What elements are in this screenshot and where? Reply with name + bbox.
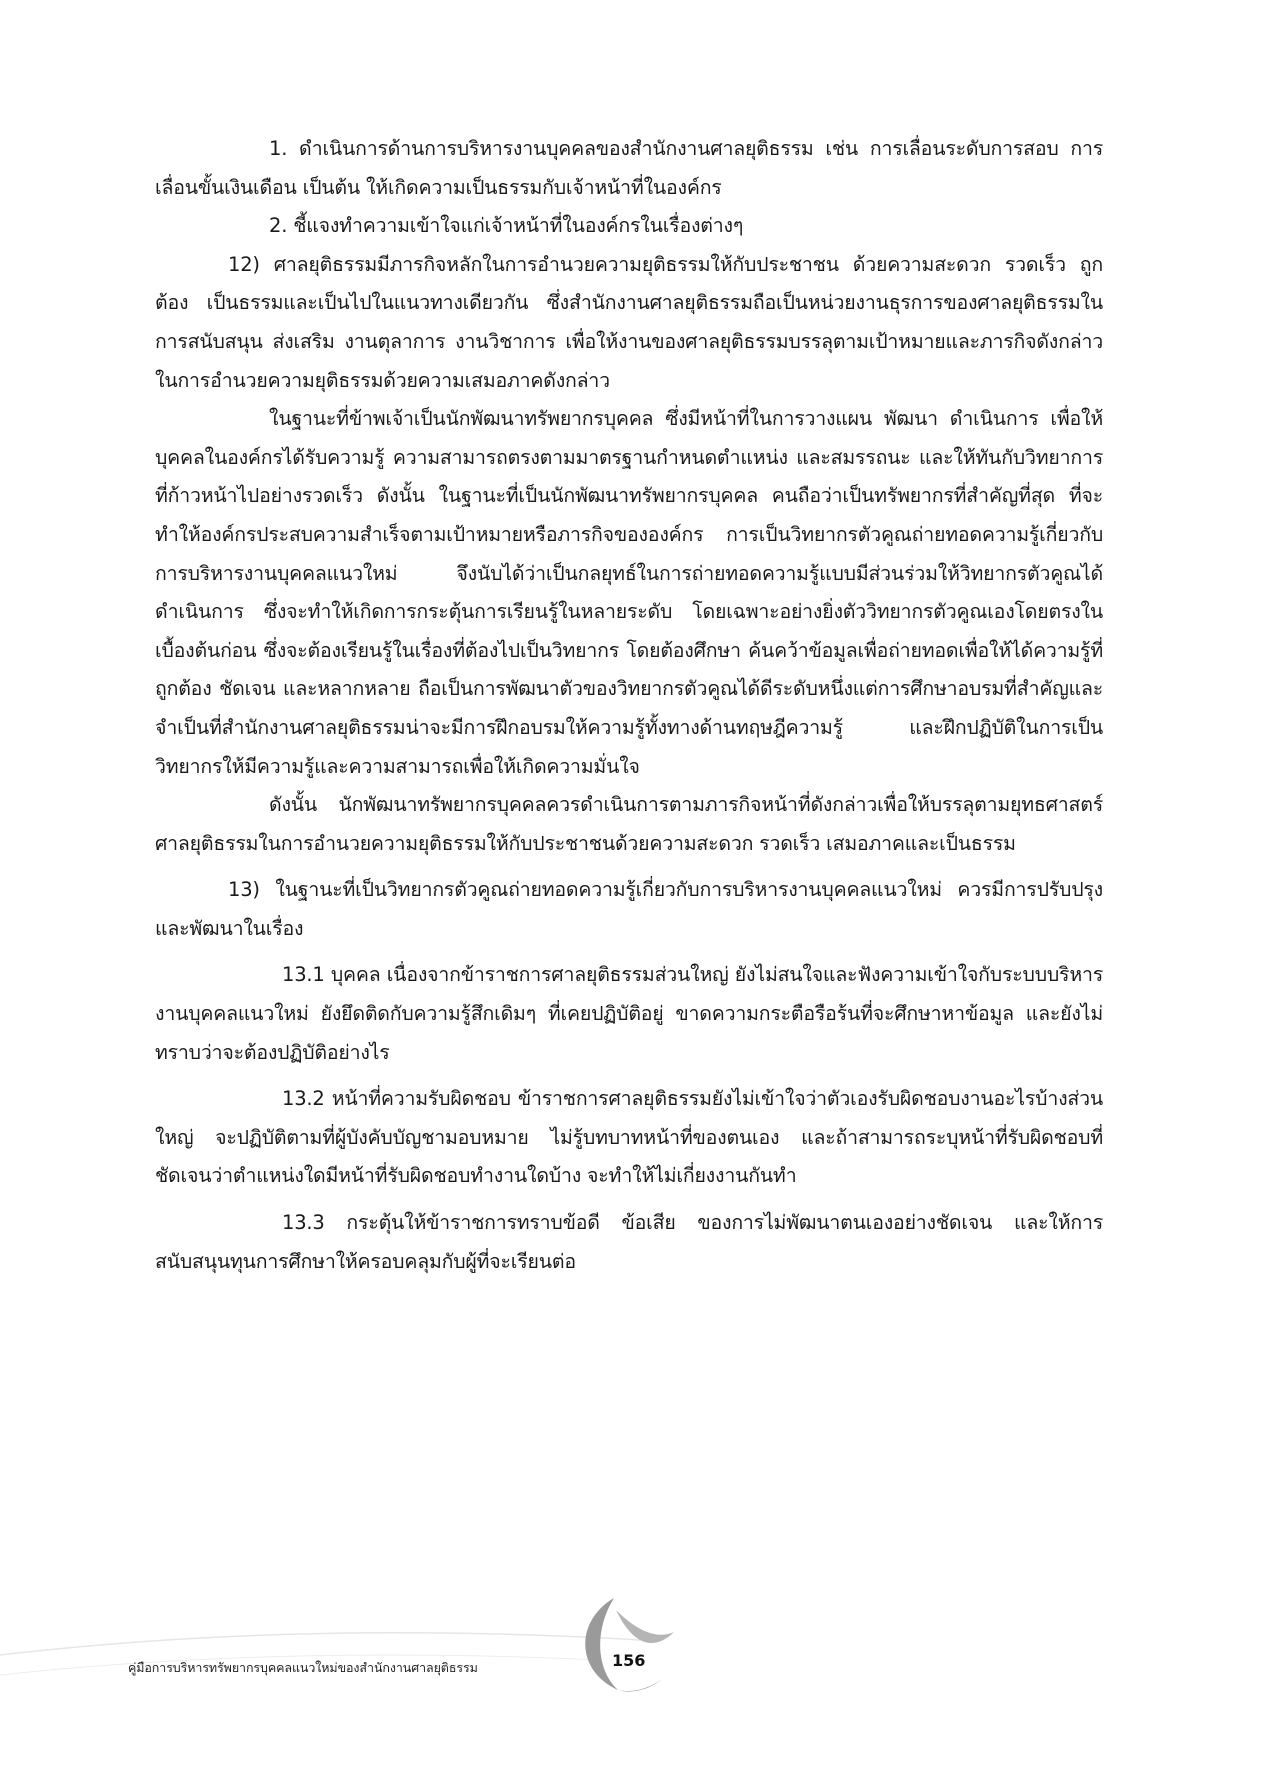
body-text [155,130,1103,1281]
paragraph-item-2: 2. ชี้แจงทำความเข้าใจแก่เจ้าหน้าที่ในองค์กรในเรื่องต่างๆ [269,214,744,238]
paragraph-hr-role: ในฐานะที่ข้าพเจ้าเป็นนักพัฒนาทรัพยากรบุคคล ซึ่งมีหน้าที่ในการวางแผน พัฒนา ดำเนินการ เพื่อให้บุคคลในองค์กรได้รับความรู้ ความสามารถตรงตามมาตรฐานกำหนดตำแหน่ง และสมรรถนะ และให้ทันกับวิทยาการที่ก้าวหน้าไปอย่างรวดเร็ว ดังนั้น ในฐานะที่เป็นนักพัฒนาทรัพยากรบุคคล คนถือว่าเป็นทรัพยากรที่สำคัญที่สุด ที่จะทำให้องค์กรประสบความสำเร็จตามเป้าหมายหรือภารกิจขององค์กร การเป็นวิทยากรตัวคูณถ่ายทอดความรู้เกี่ยวกับการบริหารงานบุคคลแนวใหม่ จึงนับได้ว่าเป็นกลยุทธ์ในการถ่ายทอดความรู้แบบมีส่วนร่วมให้วิทยากรตัวคูณได้ดำเนินการ ซึ่งจะทำให้เกิดการกระตุ้นการเรียนรู้ในหลายระดับ โดยเฉพาะอย่างยิ่งตัววิทยากรตัวคูณเองโดยตรงในเบื้องต้นก่อน ซึ่งจะต้องเรียนรู้ในเรื่องที่ต้องไปเป็นวิทยากร โดยต้องศึกษา ค้นคว้าข้อมูลเพื่อถ่ายทอดเพื่อให้ได้ความรู้ที่ถูกต้อง ชัดเจน และหลากหลาย ถือเป็นการพัฒนาตัวของวิทยากรตัวคูณได้ดีระดับหนึ่งแต่การศึกษาอบรมที่สำคัญและจำเป็นที่สำนักงานศาลยุติธรรมน่าจะมีการฝึกอบรมให้ความรู้ทั้งทางด้านทฤษฎีความรู้ และฝึกปฏิบัติในการเป็นวิทยากรให้มีความรู้และความสามารถเพื่อให้เกิดความมั่นใจ [155,407,1103,778]
paragraph-section-13-3: 13.3 กระตุ้นให้ข้าราชการทราบข้อดี ข้อเสีย ของการไม่พัฒนาตนเองอย่างชัดเจน และให้การสนับสนุนทุนการศึกษาให้ครอบคลุมกับผู้ที่จะเรียนต่อ [155,1211,1103,1273]
paragraph-item-1: 1. ดำเนินการด้านการบริหารงานบุคคลของสำนักงานศาลยุติธรรม เช่น การเลื่อนระดับการสอบ การเลื่อนขั้นเงินเดือน เป็นต้น ให้เกิดความเป็นธรรมกับเจ้าหน้าที่ในองค์กร [155,137,1103,199]
page-number: 156 [612,1651,646,1670]
crescent-logo-icon [556,1590,676,1700]
paragraph-section-12: 12) ศาลยุติธรรมมีภารกิจหลักในการอำนวยความยุติธรรมให้กับประชาชน ด้วยความสะดวก รวดเร็ว ถูกต้อง เป็นธรรมและเป็นไปในแนวทางเดียวกัน ซึ่งสำนักงานศาลยุติธรรมถือเป็นหน่วยงานธุรการของศาลยุติธรรมในการสนับสนุน ส่งเสริม งานตุลาการ งานวิชาการ เพื่อให้งานของศาลยุติธรรมบรรลุตามเป้าหมายและภารกิจดังกล่าวในการอำนวยความยุติธรรมด้วยความเสมอภาคดังกล่าว [155,252,1103,392]
paragraph-section-13: 13) ในฐานะที่เป็นวิทยากรตัวคูณถ่ายทอดความรู้เกี่ยวกับการบริหารงานบุคคลแนวใหม่ ควรมีการปรับปรุงและพัฒนาในเรื่อง [155,878,1103,940]
footer-title: คู่มือการบริหารทรัพยากรบุคคลแนวใหม่ของสำนักงานศาลยุติธรรม [128,1660,478,1675]
paragraph-section-13-2: 13.2 หน้าที่ความรับผิดชอบ ข้าราชการศาลยุติธรรมยังไม่เข้าใจว่าตัวเองรับผิดชอบงานอะไรบ้างส่วนใหญ่ จะปฏิบัติตามที่ผู้บังคับบัญชามอบหมาย ไม่รู้บทบาทหน้าที่ของตนเอง และถ้าสามารถระบุหน้าที่รับผิดชอบที่ชัดเจนว่าตำแหน่งใดมีหน้าที่รับผิดชอบทำงานใดบ้าง จะทำให้ไม่เกี่ยงงานกันทำ [155,1087,1103,1188]
paragraph-section-13-1: 13.1 บุคคล เนื่องจากข้าราชการศาลยุติธรรมส่วนใหญ่ ยังไม่สนใจและฟังความเข้าใจกับระบบบริหารงานบุคคลแนวใหม่ ยังยึดติดกับความรู้สึกเดิมๆ ที่เคยปฏิบัติอยู่ ขาดความกระตือรือร้นที่จะศึกษาหาข้อมูล และยังไม่ทราบว่าจะต้องปฏิบัติอย่างไร [155,963,1103,1064]
paragraph-conclusion: ดังนั้น นักพัฒนาทรัพยากรบุคคลควรดำเนินการตามภารกิจหน้าที่ดังกล่าวเพื่อให้บรรลุตามยุทธศาสตร์ศาลยุติธรรมในการอำนวยความยุติธรรมให้กับประชาชนด้วยความสะดวก รวดเร็ว เสมอภาคและเป็นธรรม [155,793,1103,855]
